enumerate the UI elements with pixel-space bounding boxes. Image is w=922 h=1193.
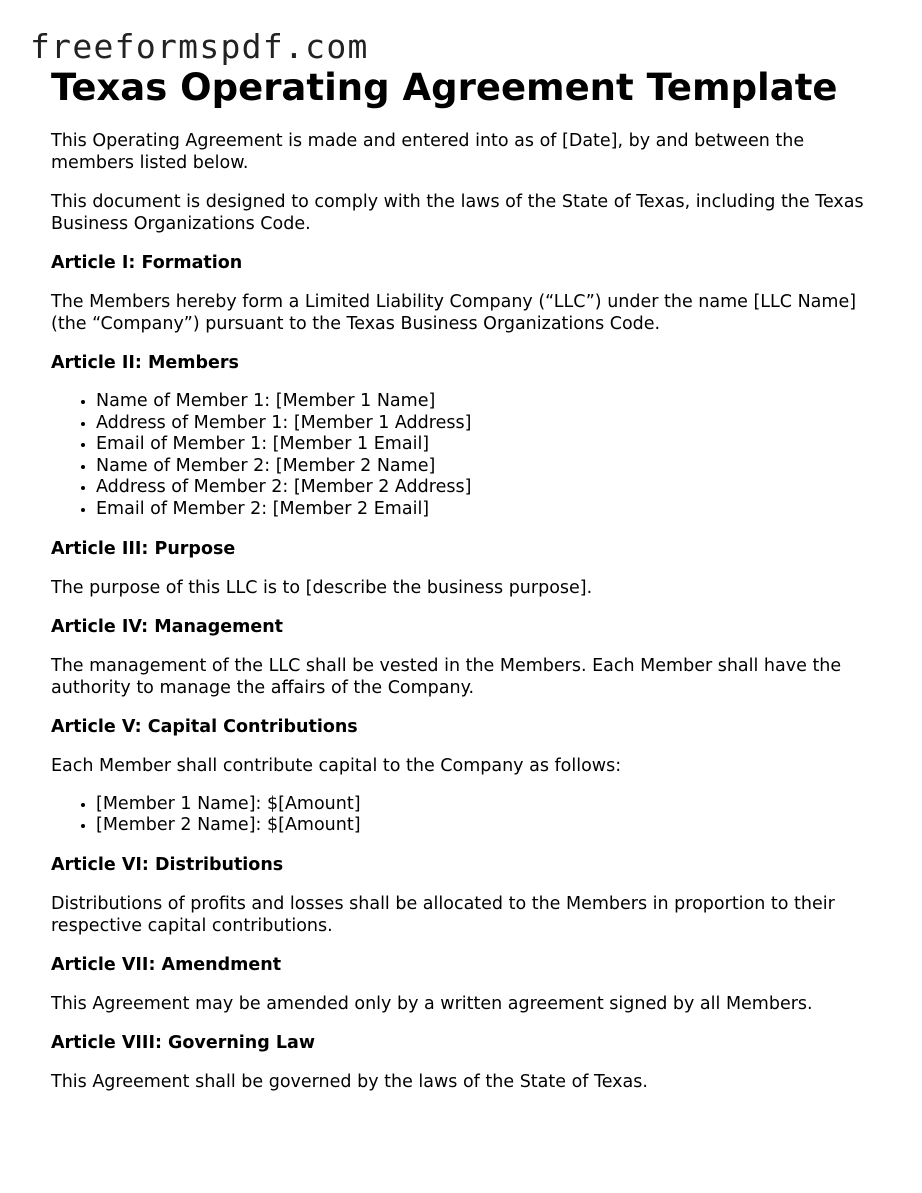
list-item: • Name of Member 2: [Member 2 Name] [96,456,881,478]
list-item: • Email of Member 1: [Member 1 Email] [96,434,881,456]
list-item: • Name of Member 1: [Member 1 Name] [96,391,881,413]
article-heading: Article VII: Amendment [51,954,282,975]
article-heading: Article V: Capital Contributions [51,716,358,737]
list-item: • Address of Member 1: [Member 1 Address] [96,413,881,435]
article-heading: Article VIII: Governing Law [51,1032,315,1053]
article-heading: Article I: Formation [51,253,243,273]
article-text: Each Member shall contribute capital to the Company as follows: [51,755,622,776]
article-heading: Article IV: Management [51,616,284,637]
watermark-text: freeformspdf.com [30,27,369,66]
article-text: The Members hereby form a Limited Liability Company (“LLC”) under the name [LLC Name] (the “Company”) pursuant to the Texas Business Organizations Code. [51,292,857,334]
article-text: This Agreement shall be governed by the laws of the State of Texas. [51,1071,648,1092]
article-text: The purpose of this LLC is to [describe the business purpose]. [51,577,593,598]
article-heading: Article III: Purpose [51,538,236,559]
list-item: • Address of Member 2: [Member 2 Address] [96,477,881,499]
article-text: This Agreement may be amended only by a written agreement signed by all Members. [51,993,813,1014]
list-item: • [Member 2 Name]: $[Amount] [96,815,881,837]
article-text: The management of the LLC shall be vested in the Members. Each Member shall have the authority to manage the affairs of the Company. [51,655,842,698]
article-text: Distributions of profits and losses shall be allocated to the Members in proportion to their respective capital contributions. [51,893,835,936]
intro-paragraph: This document is designed to comply with the laws of the State of Texas, including the Texas Business Organizations Code. [51,192,864,234]
list-item: • Email of Member 2: [Member 2 Email] [96,499,881,521]
page-title: Texas Operating Agreement Template [51,66,838,109]
intro-paragraph: This Operating Agreement is made and entered into as of [Date], by and between the members listed below. [51,131,805,173]
contributions-list [51,794,881,837]
article-heading: Article II: Members [51,353,239,373]
list-item: • [Member 1 Name]: $[Amount] [96,794,881,816]
members-list [51,391,881,521]
article-heading: Article VI: Distributions [51,854,284,875]
document-body [51,62,881,1110]
